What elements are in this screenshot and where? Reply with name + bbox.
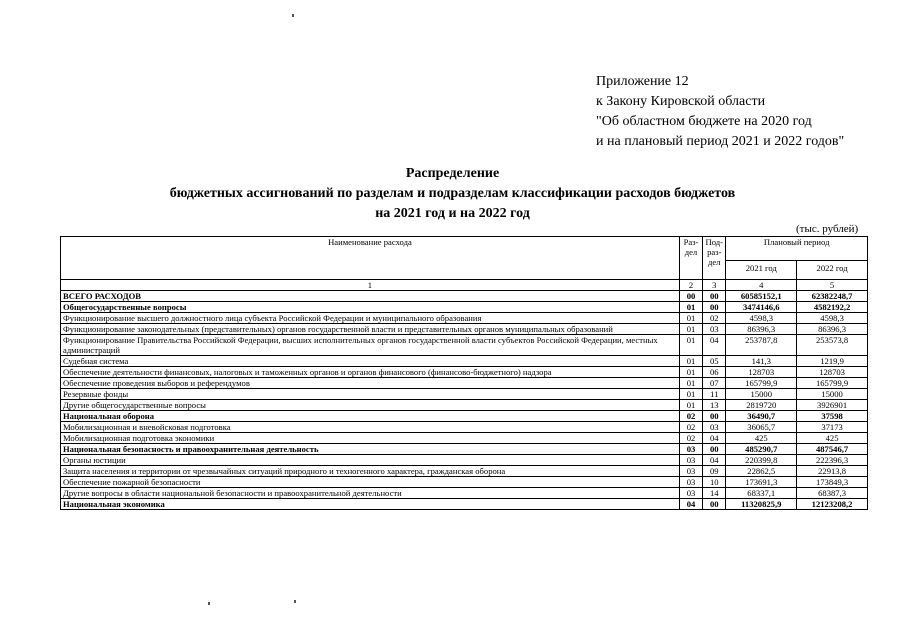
- document-title: [0, 164, 905, 224]
- row-value-2021: 4598,3: [726, 313, 797, 324]
- row-value-2022: 128703: [797, 367, 868, 378]
- row-section-code: 03: [679, 488, 702, 499]
- header-section: Раз-дел: [679, 237, 702, 280]
- column-index-row: [61, 280, 868, 291]
- row-subsection-code: 07: [703, 378, 726, 389]
- header-year-2021: 2021 год: [726, 260, 797, 279]
- row-name: Судебная система: [61, 356, 680, 367]
- row-value-2021: 128703: [726, 367, 797, 378]
- row-value-2022: 68387,3: [797, 488, 868, 499]
- appendix-line: и на плановый период 2021 и 2022 годов": [596, 134, 845, 149]
- row-section-code: 03: [679, 455, 702, 466]
- header-subsection: Под-раз-дел: [703, 237, 726, 280]
- row-value-2021: 36490,7: [726, 411, 797, 422]
- row-section-code: 02: [679, 422, 702, 433]
- row-name: Функционирование законодательных (представительных) органов государственной власти и представительных органов муниципальных образований: [61, 324, 680, 335]
- table-row: [61, 335, 868, 356]
- table-row: [61, 313, 868, 324]
- row-value-2021: 253787,8: [726, 335, 797, 356]
- row-value-2022: 1219,9: [797, 356, 868, 367]
- table-row: [61, 324, 868, 335]
- row-subsection-code: 11: [703, 389, 726, 400]
- row-value-2021: 11320825,9: [726, 499, 797, 510]
- row-section-code: 01: [679, 313, 702, 324]
- table-row: [61, 488, 868, 499]
- row-section-code: 01: [679, 302, 702, 313]
- row-subsection-code: 00: [703, 291, 726, 302]
- row-name: Функционирование высшего должностного лица субъекта Российской Федерации и муниципального образования: [61, 313, 680, 324]
- row-value-2022: 173849,3: [797, 477, 868, 488]
- table-row: [61, 378, 868, 389]
- row-subsection-code: 02: [703, 313, 726, 324]
- appendix-line: к Закону Кировской области: [596, 94, 766, 109]
- column-index: 5: [797, 280, 868, 291]
- budget-table: [60, 236, 868, 510]
- row-section-code: 01: [679, 389, 702, 400]
- row-section-code: 02: [679, 433, 702, 444]
- row-value-2021: 173691,3: [726, 477, 797, 488]
- row-value-2022: 12123208,2: [797, 499, 868, 510]
- title-line-1: Распределение: [405, 166, 500, 181]
- row-value-2022: 487546,7: [797, 444, 868, 455]
- row-value-2021: 86396,3: [726, 324, 797, 335]
- row-name: Мобилизационная и вневойсковая подготовка: [61, 422, 680, 433]
- row-subsection-code: 04: [703, 433, 726, 444]
- column-index: 1: [61, 280, 680, 291]
- table-row: [61, 389, 868, 400]
- table-row: [61, 302, 868, 313]
- table-row: [61, 455, 868, 466]
- row-name: Другие общегосударственные вопросы: [61, 400, 680, 411]
- scan-speck: [208, 602, 210, 605]
- row-value-2021: 3474146,6: [726, 302, 797, 313]
- appendix-line: Приложение 12: [596, 74, 689, 89]
- row-value-2022: 165799,9: [797, 378, 868, 389]
- table-row: [61, 422, 868, 433]
- row-value-2021: 485290,7: [726, 444, 797, 455]
- column-index: 3: [703, 280, 726, 291]
- row-value-2022: 22913,8: [797, 466, 868, 477]
- row-value-2022: 425: [797, 433, 868, 444]
- table-row: [61, 433, 868, 444]
- row-name: Обеспечение пожарной безопасности: [61, 477, 680, 488]
- row-value-2022: 222396,3: [797, 455, 868, 466]
- scan-speck: [294, 600, 296, 603]
- title-line-2: бюджетных ассигнований по разделам и подразделам классификации расходов бюджетов: [169, 186, 736, 201]
- row-value-2021: 60585152,1: [726, 291, 797, 302]
- row-value-2022: 4582192,2: [797, 302, 868, 313]
- row-section-code: 03: [679, 466, 702, 477]
- row-value-2021: 15000: [726, 389, 797, 400]
- row-value-2022: 4598,3: [797, 313, 868, 324]
- row-subsection-code: 09: [703, 466, 726, 477]
- row-value-2021: 141,3: [726, 356, 797, 367]
- row-value-2021: 36065,7: [726, 422, 797, 433]
- row-name: Другие вопросы в области национальной безопасности и правоохранительной деятельности: [61, 488, 680, 499]
- row-subsection-code: 03: [703, 422, 726, 433]
- row-subsection-code: 10: [703, 477, 726, 488]
- row-section-code: 03: [679, 444, 702, 455]
- table-row: [61, 499, 868, 510]
- row-value-2022: 3926901: [797, 400, 868, 411]
- row-name: Защита населения и территории от чрезвычайных ситуаций природного и техногенного характера, гражданская оборона: [61, 466, 680, 477]
- table-body: [61, 291, 868, 510]
- header-year-2022: 2022 год: [797, 260, 868, 279]
- row-subsection-code: 00: [703, 444, 726, 455]
- row-value-2021: 2819720: [726, 400, 797, 411]
- row-value-2022: 253573,8: [797, 335, 868, 356]
- row-name: Мобилизационная подготовка экономики: [61, 433, 680, 444]
- row-section-code: 04: [679, 499, 702, 510]
- row-value-2022: 37598: [797, 411, 868, 422]
- table-row: [61, 444, 868, 455]
- row-name: Обеспечение проведения выборов и референдумов: [61, 378, 680, 389]
- appendix-line: "Об областном бюджете на 2020 год: [596, 114, 812, 129]
- scan-speck: [292, 14, 294, 17]
- table-row: [61, 367, 868, 378]
- row-subsection-code: 03: [703, 324, 726, 335]
- row-section-code: 01: [679, 367, 702, 378]
- row-subsection-code: 00: [703, 302, 726, 313]
- row-section-code: 03: [679, 477, 702, 488]
- header-name: Наименование расхода: [61, 237, 680, 280]
- row-value-2022: 15000: [797, 389, 868, 400]
- row-name: Обеспечение деятельности финансовых, налоговых и таможенных органов и органов финансового (финансово-бюджетного) надзора: [61, 367, 680, 378]
- column-index: 4: [726, 280, 797, 291]
- row-section-code: 01: [679, 400, 702, 411]
- table-row: [61, 291, 868, 302]
- row-section-code: 01: [679, 324, 702, 335]
- row-subsection-code: 04: [703, 335, 726, 356]
- row-value-2022: 86396,3: [797, 324, 868, 335]
- row-value-2021: 165799,9: [726, 378, 797, 389]
- row-value-2022: 37173: [797, 422, 868, 433]
- table-row: [61, 466, 868, 477]
- row-value-2021: 68337,1: [726, 488, 797, 499]
- row-subsection-code: 14: [703, 488, 726, 499]
- table-row: [61, 477, 868, 488]
- row-subsection-code: 00: [703, 411, 726, 422]
- row-subsection-code: 05: [703, 356, 726, 367]
- row-value-2022: 62382248,7: [797, 291, 868, 302]
- row-name: Органы юстиции: [61, 455, 680, 466]
- row-section-code: 01: [679, 378, 702, 389]
- row-name: Национальная экономика: [61, 499, 680, 510]
- title-line-3: на 2021 год и на 2022 год: [375, 206, 530, 221]
- appendix-note: [596, 72, 844, 152]
- row-name: ВСЕГО РАСХОДОВ: [61, 291, 680, 302]
- row-name: Резервные фонды: [61, 389, 680, 400]
- row-value-2021: 22862,5: [726, 466, 797, 477]
- row-subsection-code: 13: [703, 400, 726, 411]
- row-subsection-code: 00: [703, 499, 726, 510]
- row-name: Национальная оборона: [61, 411, 680, 422]
- row-subsection-code: 04: [703, 455, 726, 466]
- row-section-code: 01: [679, 335, 702, 356]
- row-value-2021: 425: [726, 433, 797, 444]
- table-row: [61, 356, 868, 367]
- row-value-2021: 220399,8: [726, 455, 797, 466]
- row-subsection-code: 06: [703, 367, 726, 378]
- row-name: Общегосударственные вопросы: [61, 302, 680, 313]
- row-section-code: 02: [679, 411, 702, 422]
- table-row: [61, 400, 868, 411]
- column-index: 2: [679, 280, 702, 291]
- row-section-code: 01: [679, 356, 702, 367]
- row-section-code: 00: [679, 291, 702, 302]
- header-plan-period: Плановый период: [726, 237, 868, 261]
- table-row: [61, 411, 868, 422]
- units-label: (тыс. рублей): [796, 223, 859, 235]
- row-name: Функционирование Правительства Российской Федерации, высших исполнительных органов государственной власти субъектов Российской Федерации, местных администраций: [61, 335, 680, 356]
- row-name: Национальная безопасность и правоохранительная деятельность: [61, 444, 680, 455]
